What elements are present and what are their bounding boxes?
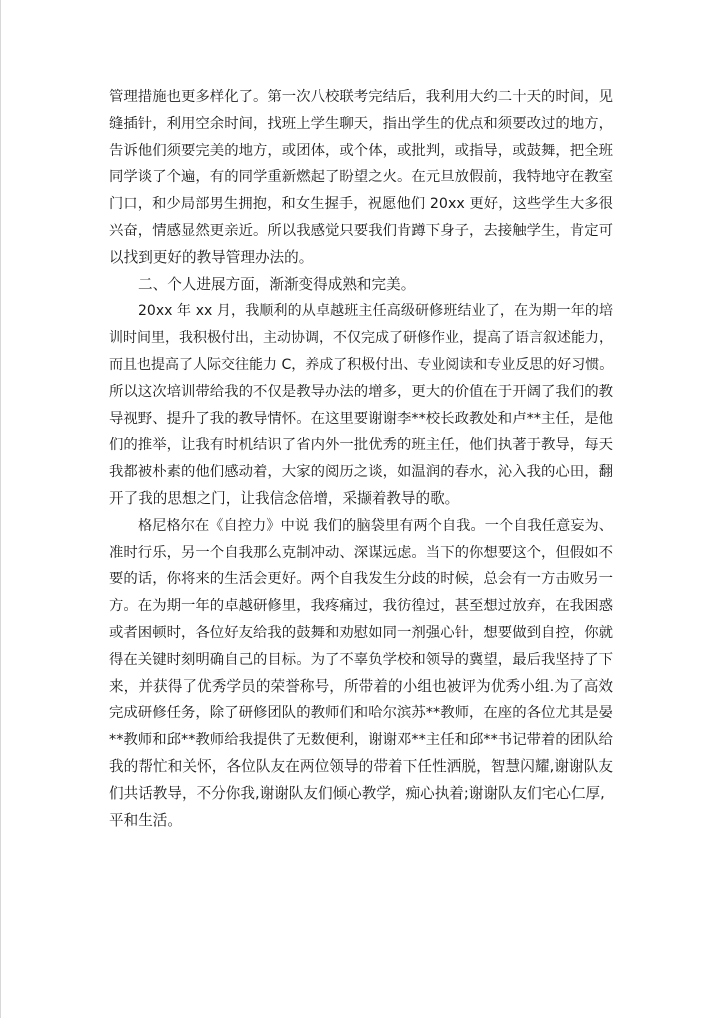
text-line: 开了我的思想之门，让我信念倍增，采撷着教导的歌。 [109, 489, 460, 507]
text-line: 训时间里，我积极付出，主动协调，不仅完成了研修作业，提高了语言叙述能力， [109, 330, 613, 347]
text-line: 来，并获得了优秀学员的荣誉称号，所带着的小组也被评为优秀小组.为了高效 [109, 677, 613, 695]
section-heading: 二、个人进展方面，渐渐变得成熟和完美。 [138, 275, 416, 293]
text-line: 20xx 年 xx 月，我顺利的从卓越班主任高级研修班结业了，在为期一年的培 [138, 303, 613, 320]
text-line: 兴奋，情感显然更亲近。所以我感觉只要我们肯蹲下身子，去接触学生，肯定可 [109, 222, 613, 239]
text-line: 完成研修任务，除了研修团队的教师们和哈尔滨苏**教师，在座的各位尤其是晏 [109, 705, 613, 722]
text-line: 我都被朴素的他们感动着，大家的阅历之谈，如温润的春水，沁入我的心田，翻 [109, 464, 613, 481]
text-line: 门口，和少局部男生拥抱，和女生握手，祝愿他们 20xx 更好，这些学生大多很 [109, 196, 613, 213]
text-line: 而且也提高了人际交往能力 C，养成了积极付出、专业阅读和专业反思的好习惯。 [109, 356, 614, 373]
text-line: 准时行乐，另一个自我那么克制冲动、深谋远虑。当下的你想要这个，但假如不 [109, 544, 613, 561]
text-line: 们共话教导，不分你我,谢谢队友们倾心教学，痴心执着;谢谢队友们宅心仁厚, [109, 784, 605, 802]
text-line: 格尼格尔在《自控力》中说 我们的脑袋里有两个自我。一个自我任意妄为、 [138, 517, 613, 534]
text-line: 管理措施也更多样化了。第一次八校联考完结后，我利用大约二十天的时间，见 [109, 89, 613, 105]
document-body [109, 84, 613, 834]
text-line: 告诉他们须要完美的地方，或团体，或个体，或批判，或指导，或鼓舞，把全班 [109, 142, 613, 159]
text-line: **教师和邱**教师给我提供了无数便利，谢谢邓**主任和邱**书记带着的团队给 [109, 732, 613, 749]
text-line: 方。在为期一年的卓越研修里，我疼痛过，我彷徨过，甚至想过放弃，在我困惑 [109, 598, 613, 615]
text-line: 得在关键时刻明确自己的目标。为了不辜负学校和领导的冀望，最后我坚持了下 [109, 651, 613, 668]
text-line: 要的话，你将来的生活会更好。两个自我发生分歧的时候，总会有一方击败另一 [109, 571, 613, 588]
text-line: 缝插针，利用空余时间，找班上学生聊天，指出学生的优点和须要改过的地方， [109, 115, 613, 132]
text-line: 或者困顿时，各位好友给我的鼓舞和劝慰如同一剂强心针，想要做到自控，你就 [109, 624, 613, 641]
text-line: 们的推举，让我有时机结识了省内外一批优秀的班主任，他们执著于教导，每天 [109, 437, 613, 454]
text-line: 平和生活。 [109, 811, 182, 829]
text-line: 导视野、提升了我的教导情怀。在这里要谢谢李**校长政教处和卢**主任，是他 [109, 410, 613, 427]
text-line: 所以这次培训带给我的不仅是教导办法的增多，更大的价值在于开阔了我们的教 [109, 383, 613, 400]
text-line: 以找到更好的教导管理办法的。 [109, 248, 314, 266]
text-line: 我的帮忙和关怀，各位队友在两位领导的带着下任性洒脱，智慧闪耀,谢谢队友 [109, 757, 613, 775]
text-line: 同学谈了个遍，有的同学重新燃起了盼望之火。在元旦放假前，我特地守在教室 [109, 169, 613, 186]
